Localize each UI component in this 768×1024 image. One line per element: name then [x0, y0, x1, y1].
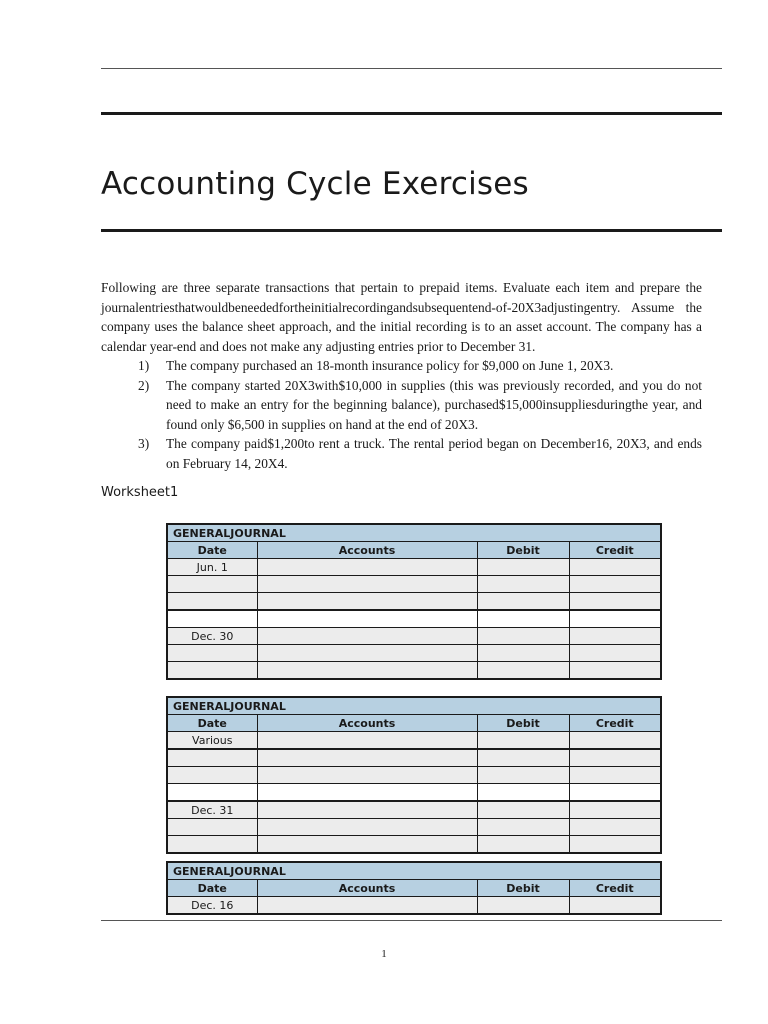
intro-paragraph: Following are three separate transactions that pertain to prepaid items. Evaluate each item and prepare the journalentriesthatwouldbeneededfortheinitialrecordingandsubsequentend-of-20X3adjustingentry. Assume the company uses the balance sheet approach, and the initial recording is to an asset account. The company has a calendar year-end and does not make any adjusting entries prior to December 31. [101, 280, 702, 354]
date-cell[interactable]: Various [167, 732, 257, 750]
accounts-cell[interactable] [257, 559, 477, 576]
debit-cell[interactable] [477, 767, 569, 784]
table-row [167, 732, 661, 750]
credit-cell[interactable] [569, 819, 661, 836]
general-journal-1 [166, 523, 662, 680]
item-text: The company purchased an 18-month insurance policy for $9,000 on June 1, 20X3. [166, 358, 614, 373]
table-row [167, 784, 661, 802]
table-row [167, 662, 661, 680]
page-title: Accounting Cycle Exercises [101, 166, 529, 202]
debit-cell[interactable] [477, 610, 569, 628]
accounts-cell[interactable] [257, 767, 477, 784]
title-top-rule [101, 112, 722, 115]
date-cell[interactable]: Dec. 30 [167, 628, 257, 645]
debit-cell[interactable] [477, 559, 569, 576]
date-cell[interactable] [167, 784, 257, 802]
table-row [167, 559, 661, 576]
worksheet-label: Worksheet1 [101, 485, 179, 500]
accounts-cell[interactable] [257, 576, 477, 593]
credit-cell[interactable] [569, 836, 661, 854]
accounts-cell[interactable] [257, 801, 477, 819]
item-text: The company started 20X3with$10,000 in supplies (this was previously recorded, and you do not need to make an entry for the beginning balance), purchased$15,000insuppliesduringthe year, and found only $6,500 in supplies on hand at the end of 20X3. [166, 377, 702, 432]
debit-header: Debit [477, 542, 569, 559]
table-row [167, 645, 661, 662]
credit-cell[interactable] [569, 732, 661, 750]
accounts-cell[interactable] [257, 593, 477, 611]
credit-cell[interactable] [569, 784, 661, 802]
footer-rule [101, 920, 722, 921]
debit-cell[interactable] [477, 897, 569, 915]
debit-cell[interactable] [477, 836, 569, 854]
accounts-header: Accounts [257, 542, 477, 559]
date-header: Date [167, 880, 257, 897]
date-cell[interactable] [167, 819, 257, 836]
debit-header: Debit [477, 715, 569, 732]
credit-cell[interactable] [569, 645, 661, 662]
list-item [101, 356, 702, 376]
table-row [167, 628, 661, 645]
date-cell[interactable] [167, 610, 257, 628]
credit-cell[interactable] [569, 749, 661, 767]
debit-cell[interactable] [477, 784, 569, 802]
page-number: 1 [381, 948, 387, 960]
debit-cell[interactable] [477, 801, 569, 819]
accounts-cell[interactable] [257, 784, 477, 802]
list-item [101, 434, 702, 473]
table-row [167, 576, 661, 593]
credit-cell[interactable] [569, 628, 661, 645]
table-row [167, 610, 661, 628]
item-number: 2) [138, 377, 150, 393]
credit-header: Credit [569, 542, 661, 559]
date-cell[interactable] [167, 767, 257, 784]
accounts-cell[interactable] [257, 628, 477, 645]
credit-cell[interactable] [569, 610, 661, 628]
item-number: 3) [138, 436, 150, 452]
journal-title: GENERALJOURNAL [167, 524, 661, 542]
credit-cell[interactable] [569, 576, 661, 593]
credit-cell[interactable] [569, 897, 661, 915]
table-row [167, 897, 661, 915]
debit-cell[interactable] [477, 732, 569, 750]
credit-cell[interactable] [569, 559, 661, 576]
table-row [167, 749, 661, 767]
date-cell[interactable] [167, 576, 257, 593]
date-cell[interactable] [167, 749, 257, 767]
table-row [167, 593, 661, 611]
general-journal-3 [166, 861, 662, 915]
date-cell[interactable] [167, 836, 257, 854]
journal-title: GENERALJOURNAL [167, 697, 661, 715]
credit-header: Credit [569, 880, 661, 897]
debit-header: Debit [477, 880, 569, 897]
accounts-cell[interactable] [257, 819, 477, 836]
accounts-cell[interactable] [257, 732, 477, 750]
table-row [167, 801, 661, 819]
date-header: Date [167, 542, 257, 559]
date-cell[interactable]: Dec. 31 [167, 801, 257, 819]
credit-cell[interactable] [569, 662, 661, 680]
debit-cell[interactable] [477, 628, 569, 645]
date-cell[interactable] [167, 662, 257, 680]
date-header: Date [167, 715, 257, 732]
debit-cell[interactable] [477, 645, 569, 662]
table-row [167, 819, 661, 836]
debit-cell[interactable] [477, 576, 569, 593]
accounts-cell[interactable] [257, 897, 477, 915]
journal-title: GENERALJOURNAL [167, 862, 661, 880]
debit-cell[interactable] [477, 819, 569, 836]
top-rule [101, 68, 722, 69]
accounts-cell[interactable] [257, 610, 477, 628]
title-bottom-rule [101, 229, 722, 232]
table-row [167, 767, 661, 784]
credit-cell[interactable] [569, 593, 661, 611]
credit-cell[interactable] [569, 767, 661, 784]
transaction-list [101, 356, 702, 474]
debit-cell[interactable] [477, 749, 569, 767]
accounts-cell[interactable] [257, 645, 477, 662]
accounts-cell[interactable] [257, 662, 477, 680]
credit-header: Credit [569, 715, 661, 732]
accounts-header: Accounts [257, 715, 477, 732]
debit-cell[interactable] [477, 662, 569, 680]
date-cell[interactable] [167, 645, 257, 662]
debit-cell[interactable] [477, 593, 569, 611]
accounts-header: Accounts [257, 880, 477, 897]
list-item [101, 376, 702, 435]
general-journal-2 [166, 696, 662, 854]
accounts-cell[interactable] [257, 836, 477, 854]
item-text: The company paid$1,200to rent a truck. The rental period began on December16, 20X3, and ends on February 14, 20X4. [166, 436, 702, 471]
accounts-cell[interactable] [257, 749, 477, 767]
date-cell[interactable]: Jun. 1 [167, 559, 257, 576]
date-cell[interactable]: Dec. 16 [167, 897, 257, 915]
credit-cell[interactable] [569, 801, 661, 819]
table-row [167, 836, 661, 854]
item-number: 1) [138, 358, 150, 373]
date-cell[interactable] [167, 593, 257, 611]
